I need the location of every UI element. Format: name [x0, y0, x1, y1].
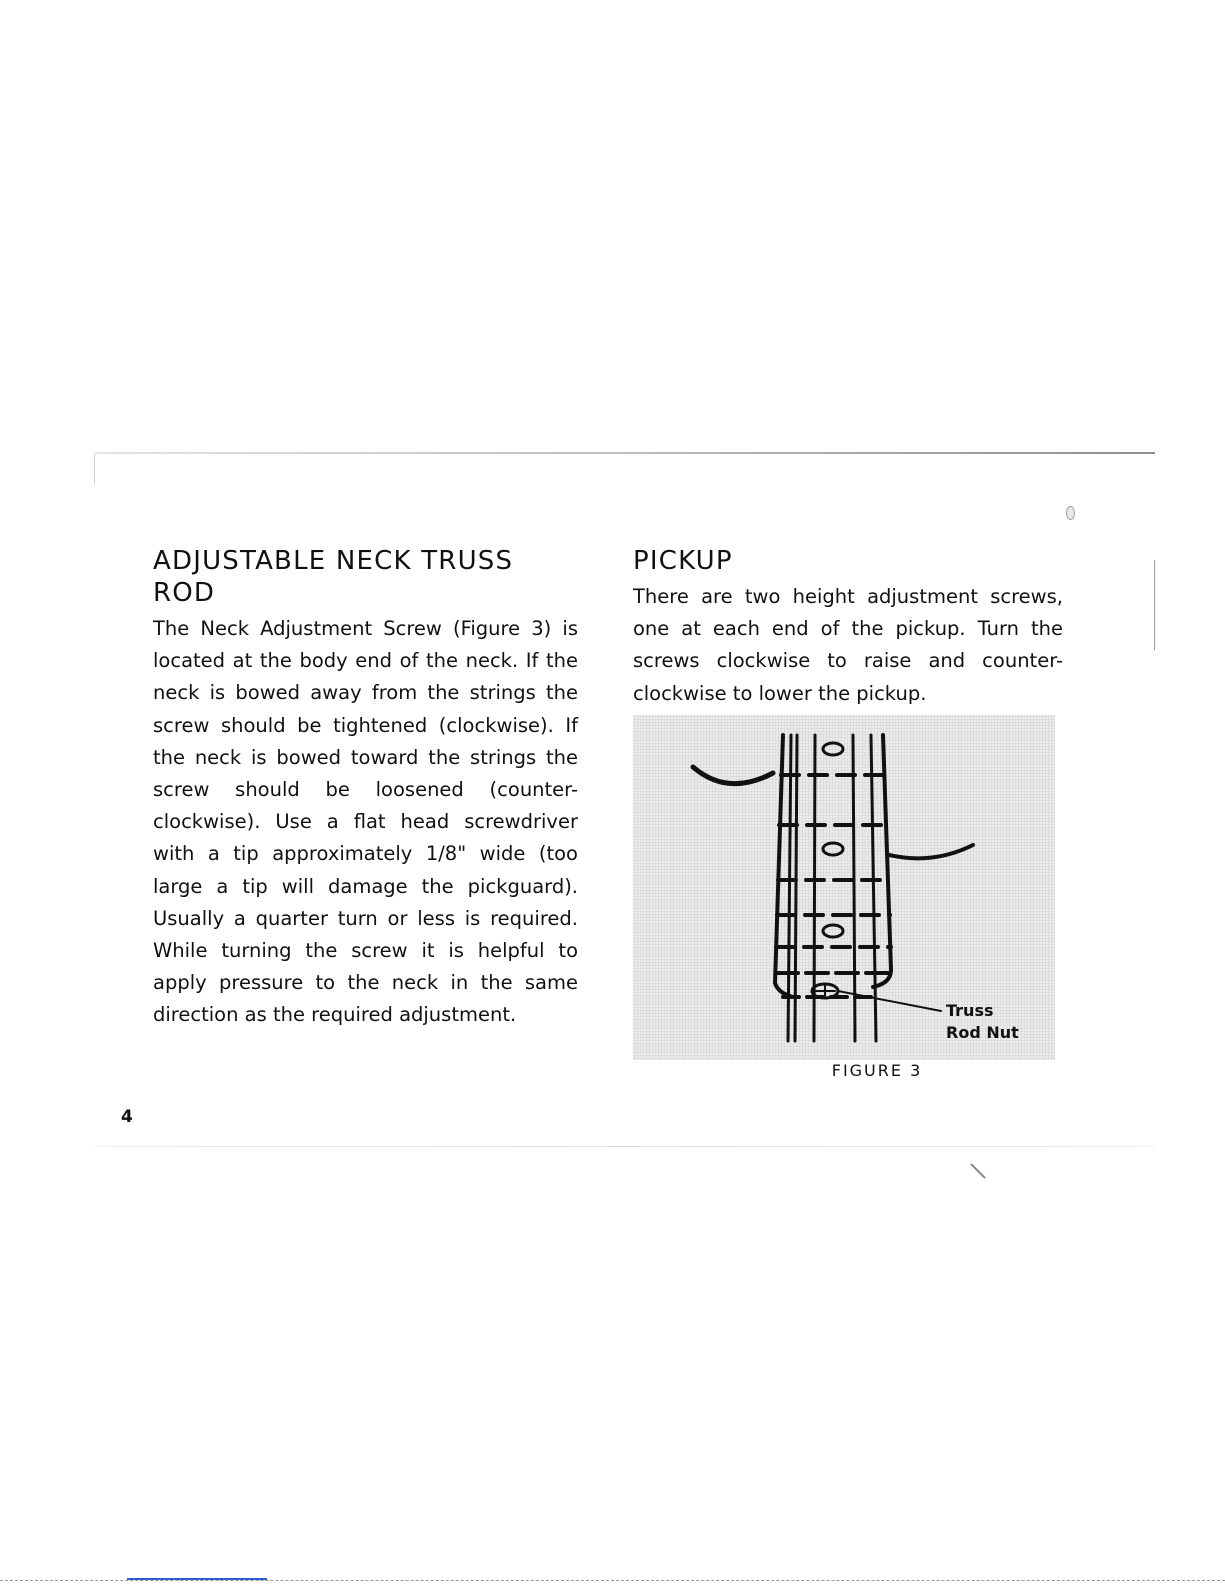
truss-rod-heading: ADJUSTABLE NECK TRUSS ROD: [153, 546, 514, 608]
scan-speck: [1066, 506, 1075, 520]
callout-truss: Truss: [946, 1001, 994, 1020]
page-edge-bottom: [95, 1146, 1155, 1147]
page-number: 4: [121, 1107, 133, 1127]
scan-stray-mark: [970, 1163, 986, 1179]
page-edge-top: [95, 452, 1155, 454]
bottom-link-mark: [127, 1578, 267, 1580]
figure-caption: FIGURE 3: [831, 1061, 923, 1080]
truss-rod-section: [153, 545, 578, 1032]
callout-rod-nut: Rod Nut: [946, 1023, 1019, 1042]
bottom-rule: [0, 1580, 1225, 1582]
page-edge-right: [1154, 560, 1155, 650]
pickup-paragraph: There are two height adjustment screws, one at each end of the pickup. Turn the screws clockwise to raise and counter-clockwise to lower the pickup.: [633, 585, 1063, 705]
truss-rod-paragraph: The Neck Adjustment Screw (Figure 3) is located at the body end of the neck. If the neck is bowed away from the strings the screw should be tightened (clockwise). If the neck is bowed toward the strings the screw should be loosened (counter-clockwise). Use a flat head screwdriver with a tip approximately 1/8" wide (too large a tip will damage the pickguard). Usually a quarter turn or less is required. While turning the screw it is helpful to apply pressure to the neck in the same direction as the required adjustment.: [153, 617, 578, 1027]
figure-3: [633, 715, 1055, 1060]
page-edge-left: [94, 454, 95, 484]
pickup-section: [633, 545, 1063, 710]
pickup-heading: PICKUP: [633, 546, 733, 576]
